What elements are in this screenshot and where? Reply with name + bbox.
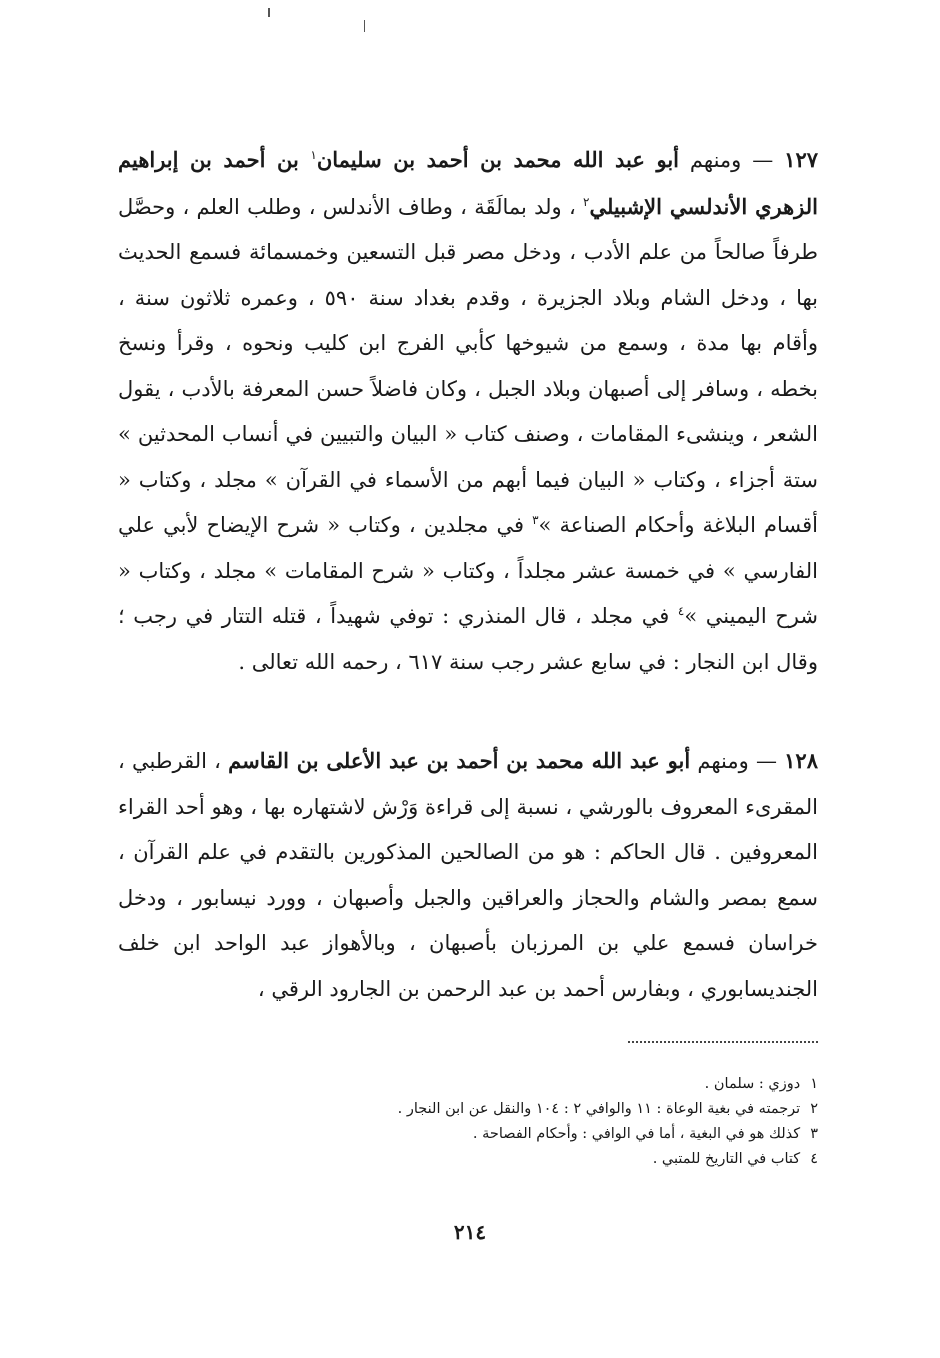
footnote-text: كتاب في التاريخ للمتبي . — [652, 1151, 801, 1167]
footnote-text: ترجمته في بغية الوعاة : ١١ والوافي ٢ : ١٠٤ والنقل عن ابن النجار . — [397, 1101, 801, 1117]
entry-127 — [118, 137, 818, 685]
entry-dash: — — [748, 749, 785, 773]
footnote-item — [118, 1072, 818, 1097]
footnote-divider — [628, 1041, 818, 1043]
footnote-number: ٣ — [810, 1126, 818, 1142]
entry-body: ، القرطبي ، المقرىء المعروف بالورشي ، نسبة إلى قراءة وَرْش لاشتهاره بها ، وهو أحد القراء المعروفين . قال الحاكم : هو من الصالحين المذكورين بالتقدم في علم القرآن ، سمع بمصر والشام والحجاز والعراقين والجبل وأصبهان ، وورد نيسابور ، ودخل خراسان فسمع علي بن المرزبان بأصبهان ، وبالأهواز عبد الواحد ابن خلف الجنديسابوري ، وبفارس أحمد بن عبد الرحمن بن الجارود الرقي ، — [118, 749, 819, 1001]
entry-dash: — — [741, 148, 785, 172]
footnote-number: ٢ — [810, 1101, 818, 1117]
entry-name-continued: بن أحمد بن إبراهيم الزهري الأندلسي الإشبيلي — [118, 147, 818, 219]
footnote-number: ١ — [810, 1076, 818, 1092]
footnote-item — [118, 1122, 818, 1147]
footnote-item — [118, 1147, 818, 1172]
footnote-text: دوزي : سلمان . — [704, 1076, 801, 1092]
footnote-ref: ١ — [310, 148, 317, 162]
footnote-text: كذلك هو في البغية ، أما في الوافي : وأحكام الفصاحة . — [472, 1126, 801, 1142]
entry-paragraph — [118, 738, 818, 1012]
entry-intro: ومنهم — [679, 148, 742, 172]
entry-intro: ومنهم — [690, 749, 749, 773]
footnotes — [118, 1072, 818, 1172]
entry-paragraph — [118, 137, 818, 685]
entry-body-end: في مجلد ، قال المنذري : توفي شهيداً ، قتله التتار في رجب ؛ وقال ابن النجار : في سابع عشر رجب سنة ٦١٧ ، رحمه الله تعالى . — [118, 604, 818, 674]
footnote-number: ٤ — [810, 1151, 818, 1167]
page-number: ٢١٤ — [453, 1220, 487, 1244]
footnote-item — [118, 1097, 818, 1122]
entry-number: ١٢٨ — [784, 748, 818, 773]
footnote-ref: ٣ — [532, 513, 539, 527]
scan-speck — [268, 8, 270, 17]
entry-name: أبو عبد الله محمد بن أحمد بن عبد الأعلى بن القاسم — [228, 748, 691, 773]
entry-128 — [118, 738, 818, 1012]
entry-body: ، ولد بمالَقَة ، وطاف الأندلس ، وطلب العلم ، وحصَّل طرفاً صالحاً من علم الأدب ، ودخل مصر قبل التسعين وخمسمائة فسمع الحديث بها ، ودخل الشام وبلاد الجزيرة ، وقدم بغداد سنة ٥٩٠ ، وعمره ثلاثون سنة ، وأقام بها مدة ، وسمع من شيوخها كأبي الفرج ابن كليب ونحوه ، وقرأ ونسخ بخطه ، وسافر إلى أصبهان وبلاد الجبل ، وكان فاضلاً حسن المعرفة بالأدب ، يقول الشعر ، وينشىء المقامات ، وصنف كتاب « البيان والتبيين في أنساب المحدثين » ستة أجزاء ، وكتاب « البيان فيما أبهم من الأسماء في القرآن » مجلد ، وكتاب « أقسام البلاغة وأحكام الصناعة » — [118, 194, 819, 537]
entry-number: ١٢٧ — [784, 147, 819, 172]
scan-speck — [364, 20, 365, 32]
entry-name: أبو عبد الله محمد بن أحمد بن سليمان — [316, 147, 680, 172]
footnote-ref: ٤ — [677, 604, 685, 618]
footnote-ref: ٢ — [582, 194, 590, 209]
entry-body-continued: في مجلدين ، وكتاب « شرح الإيضاح لأبي علي الفارسي » في خمسة عشر مجلداً ، وكتاب « شرح المقامات » مجلد ، وكتاب « شرح اليميني » — [118, 513, 818, 628]
